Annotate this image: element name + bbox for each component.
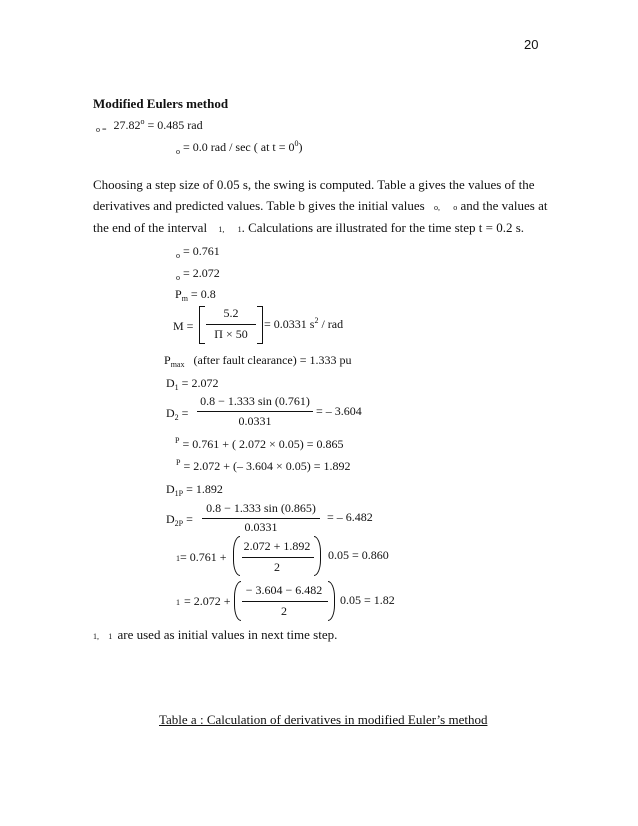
D2-rhs: = – 3.604	[316, 404, 362, 418]
D2P-denominator: 0.0331	[244, 520, 278, 534]
delta1-rhs: 0.05 = 0.860	[328, 548, 389, 562]
eq-M-rhs: = 0.0331 $s^2$ / rad	[264, 316, 344, 331]
left-paren	[233, 536, 240, 576]
right-paren	[314, 536, 321, 576]
D2-denominator: 0.0331	[238, 414, 272, 428]
next-step-note: 1, 1 are used as initial values in next time step.	[93, 627, 338, 642]
eq-omega0: $_o$ = 2.072	[176, 266, 220, 282]
paragraph-line-3: the end of the interval 1, 1. Calculations are illustrated for the time step t = 0.2 s.	[93, 220, 525, 235]
D2P-fraction-line	[202, 518, 320, 519]
omega1-numerator: − 3.604 − 6.482	[245, 583, 323, 597]
page-number: 20	[524, 37, 539, 52]
eq-delta0: $_o$ = 0.761	[176, 244, 220, 260]
eq-D1P: $D_{1P} = 1.892$	[166, 482, 223, 498]
eq-delta1-lhs: 1= 0.761 +	[176, 550, 227, 564]
paragraph-line-2: derivatives and predicted values. Table b gives the initial values o, o and the values at	[93, 198, 548, 213]
eq-D1: $D_1 = 2.072$	[166, 376, 219, 392]
eq-pm: $P_m = 0.8$	[175, 287, 216, 303]
omega1-fraction-line	[242, 601, 328, 602]
delta1-denominator: 2	[274, 560, 280, 574]
eq-D2-lhs: $D_2$ =	[166, 406, 189, 422]
eq-M-lhs: M =	[173, 319, 194, 333]
eq-delta-predicted: $^P$ = 0.761 + ( 2.072 × 0.05) = 0.865	[175, 436, 344, 451]
eq-omega-predicted: $^P$ = 2.072 + (– 3.604 × 0.05) = 1.892	[176, 458, 351, 473]
D2P-rhs: = – 6.482	[327, 510, 373, 524]
eq-D2P-lhs: $D_{2P}$ =	[166, 512, 193, 528]
omega1-rhs: 0.05 = 1.82	[340, 593, 395, 607]
eq-pmax: $P_{max}$ (after fault clearance) = 1.333 pu	[164, 353, 352, 369]
delta0-line: $_{o =}$ 27.82$^o$ = 0.485 rad	[96, 117, 203, 134]
omega0-line: $_o$ = 0.0 rad / sec ( at $t = 0^0$)	[176, 139, 303, 156]
section-heading: Modified Eulers method	[93, 96, 229, 111]
D2P-numerator: 0.8 − 1.333 sin (0.865)	[206, 501, 316, 515]
eq-omega1-lhs: 1 = 2.072 +	[176, 594, 231, 608]
M-fraction-line	[206, 324, 256, 325]
D2-fraction-line	[197, 411, 313, 412]
M-numerator: 5.2	[223, 306, 239, 320]
D2-numerator: 0.8 − 1.333 sin (0.761)	[200, 394, 310, 408]
omega1-denominator: 2	[281, 604, 287, 618]
right-bracket	[257, 306, 263, 344]
M-denominator: Π × 50	[214, 327, 248, 341]
paragraph-line-1: Choosing a step size of 0.05 s, the swing is computed. Table a gives the values of the	[93, 177, 535, 192]
table-caption: Table a : Calculation of derivatives in modified Euler’s method	[159, 712, 488, 727]
right-paren	[328, 581, 335, 621]
delta1-numerator: 2.072 + 1.892	[243, 539, 311, 553]
delta1-fraction-line	[242, 557, 314, 558]
